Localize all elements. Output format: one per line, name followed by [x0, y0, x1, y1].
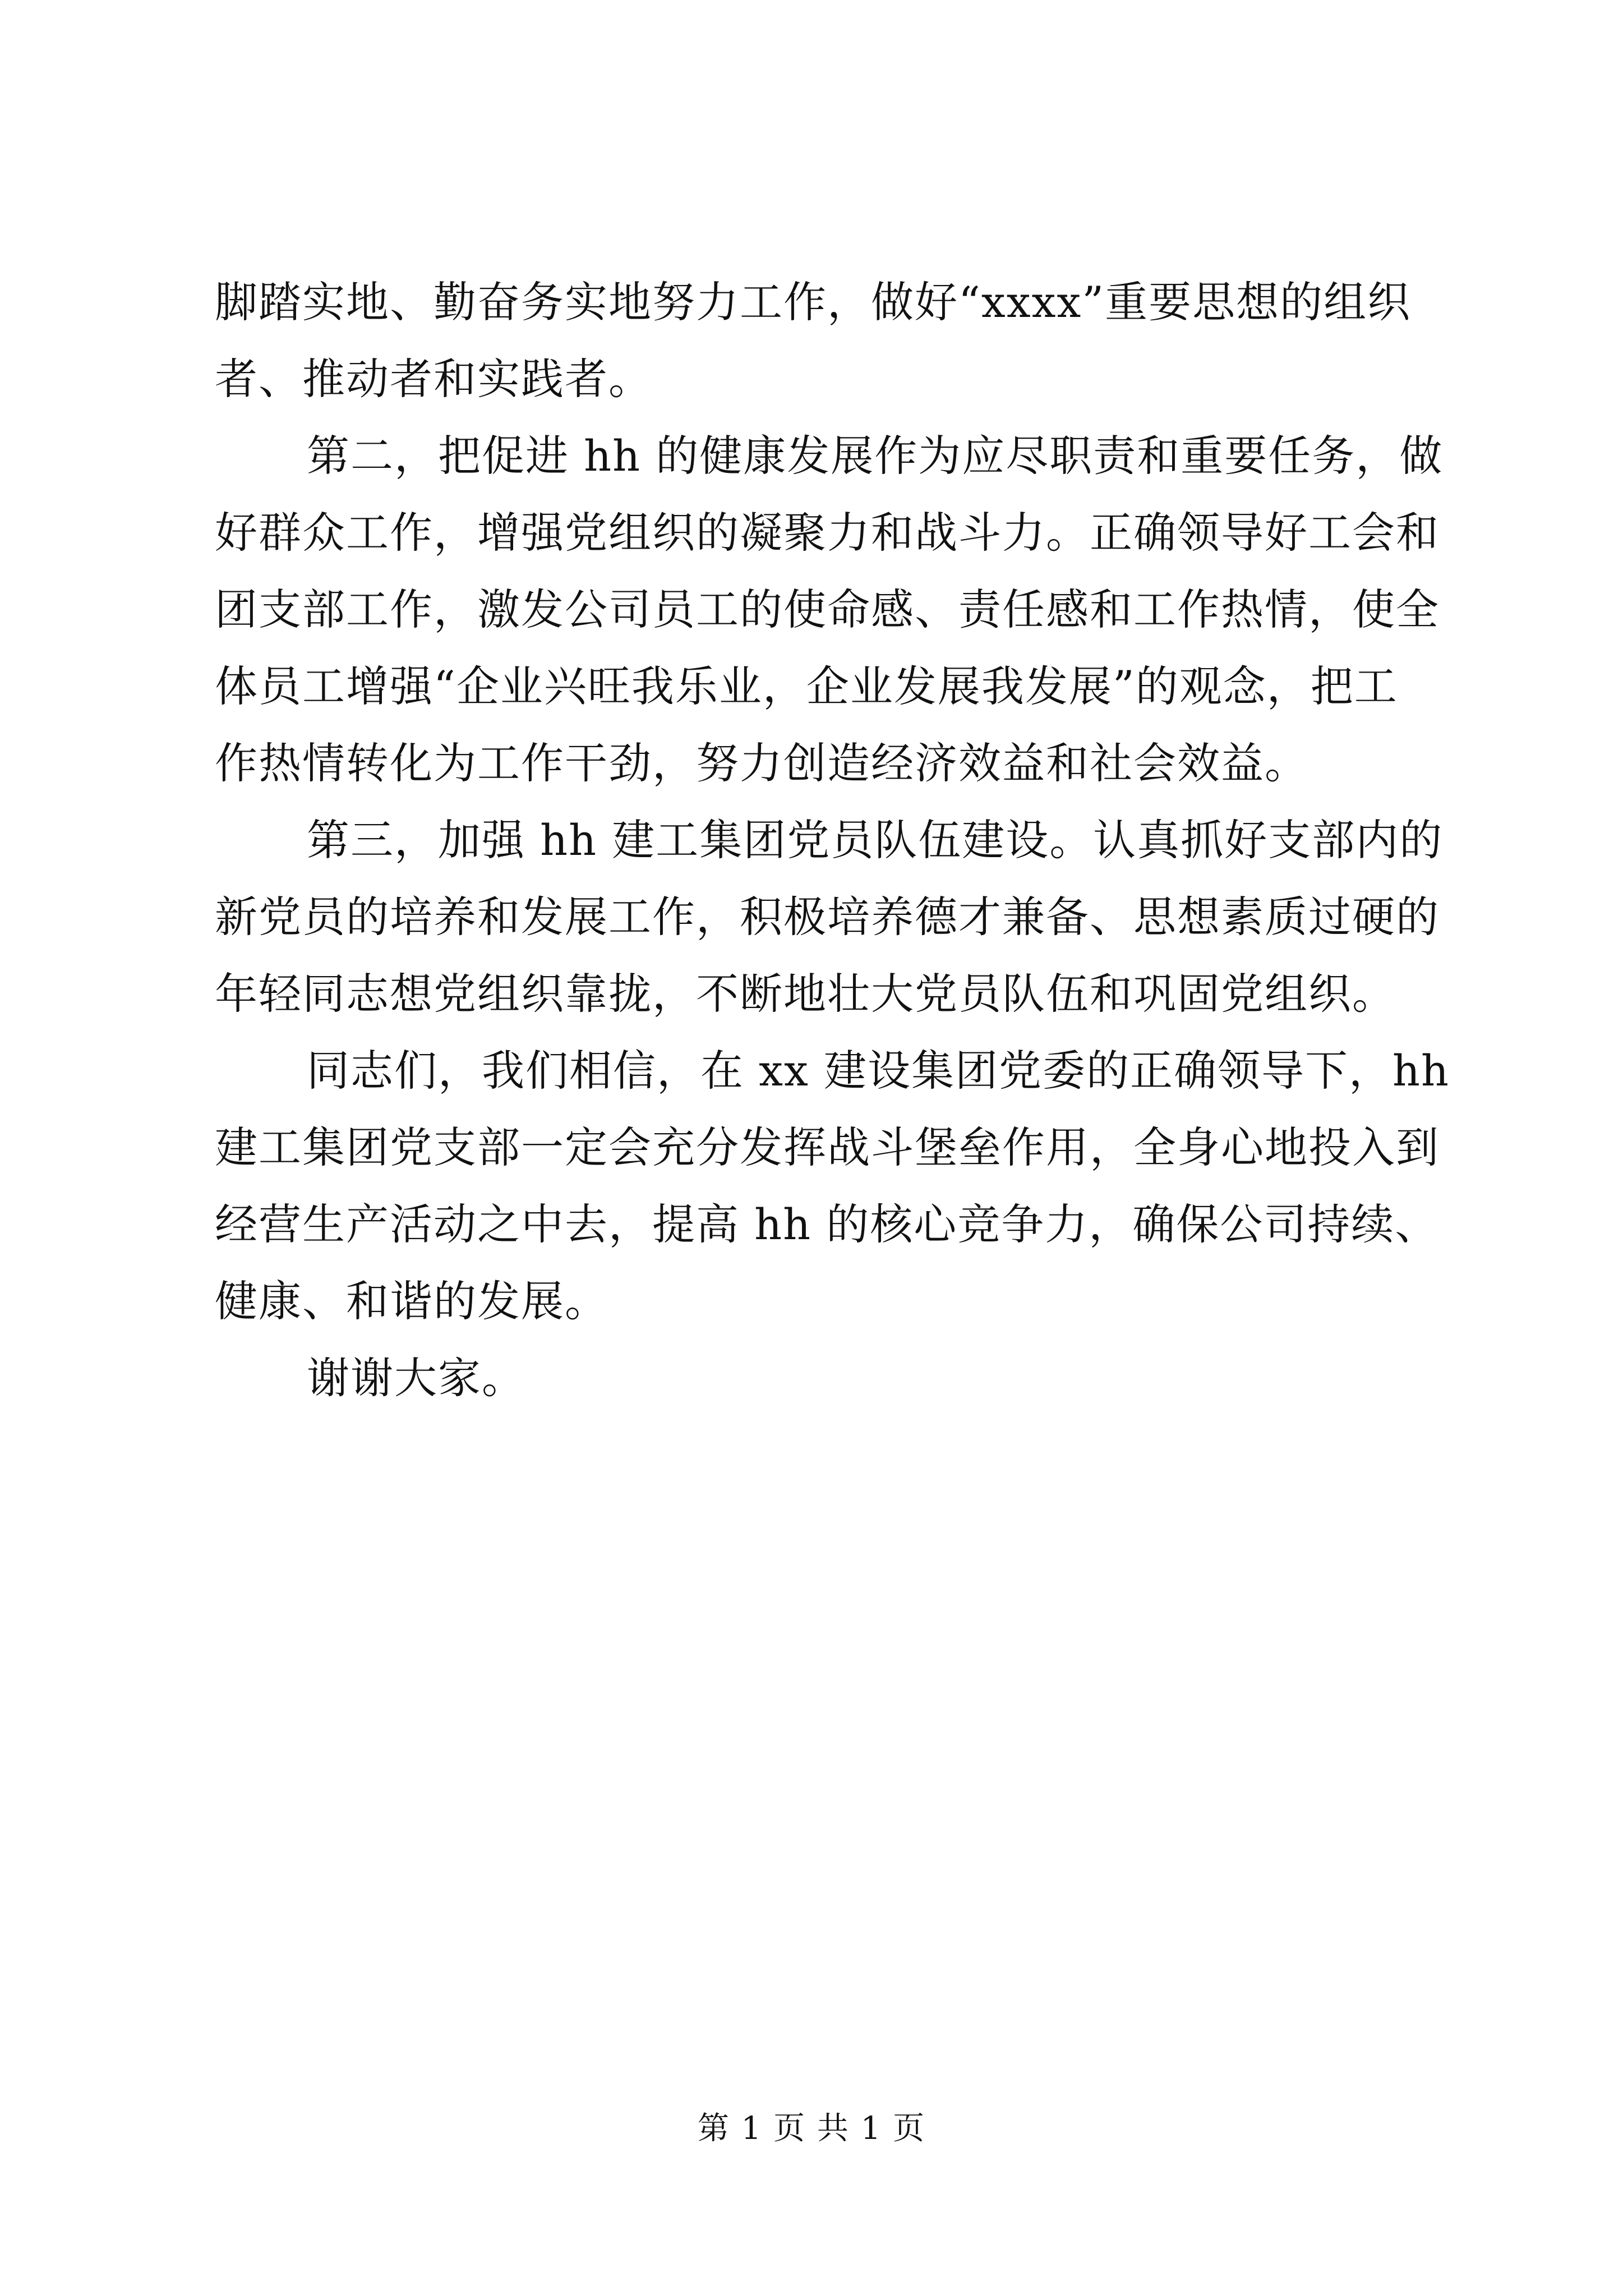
- closing-line: 谢谢大家。: [307, 1353, 525, 1403]
- text-line: 经营生产活动之中去，提高 hh 的核心竞争力，确保公司持续、: [215, 1199, 1439, 1249]
- text-line: 好群众工作，增强党组织的凝聚力和战斗力。正确领导好工会和: [215, 508, 1440, 558]
- text-line: 体员工增强“企业兴旺我乐业，企业发展我发展”的观念，把工: [215, 661, 1398, 711]
- text-line: 建工集团党支部一定会充分发挥战斗堡垒作用，全身心地投入到: [215, 1122, 1440, 1172]
- paragraph-start-line: 第三，加强 hh 建工集团党员队伍建设。认真抓好支部内的: [307, 815, 1444, 865]
- document-body: [215, 264, 1450, 1416]
- text-line: 健康、和谐的发展。: [215, 1276, 608, 1326]
- text-line: 脚踏实地、勤奋务实地努力工作，做好“xxxx”重要思想的组织: [215, 277, 1412, 327]
- page-number-footer: 第 1 页 共 1 页: [697, 2110, 926, 2147]
- text-line: 者、推动者和实践者。: [215, 354, 652, 404]
- text-line: 新党员的培养和发展工作，积极培养德才兼备、思想素质过硬的: [215, 892, 1440, 942]
- paragraph-start-line: 第二，把促进 hh 的健康发展作为应尽职责和重要任务，做: [307, 431, 1444, 481]
- text-line: 作热情转化为工作干劲，努力创造经济效益和社会效益。: [215, 738, 1308, 788]
- text-line: 年轻同志想党组织靠拢，不断地壮大党员队伍和巩固党组织。: [215, 969, 1396, 1019]
- text-line: 团支部工作，激发公司员工的使命感、责任感和工作热情，使全: [215, 585, 1440, 634]
- paragraph-start-line: 同志们，我们相信，在 xx 建设集团党委的正确领导下，hh: [307, 1046, 1450, 1096]
